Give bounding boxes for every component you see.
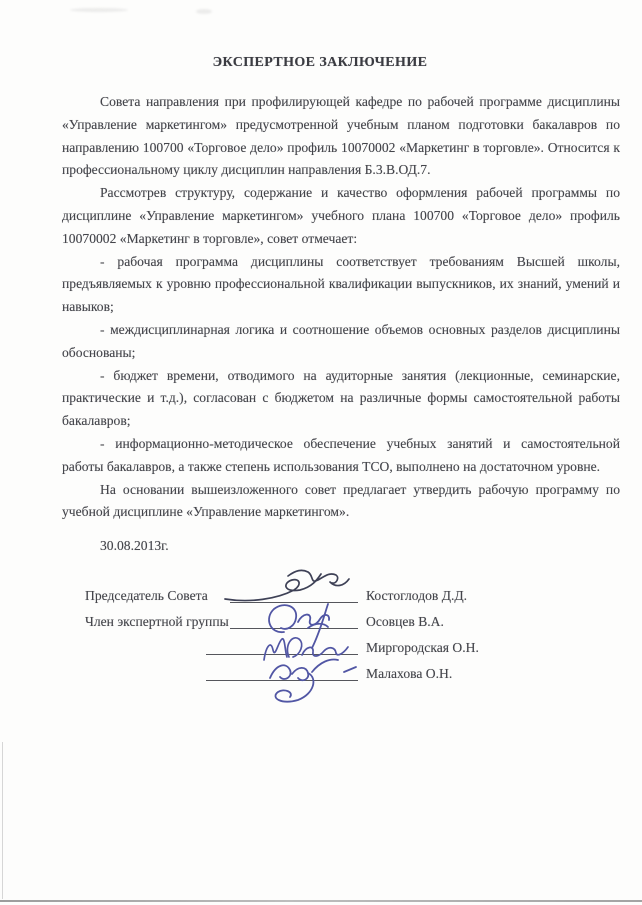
- page-edge-bottom: [0, 900, 642, 902]
- signature-row: [85, 585, 565, 611]
- signature-block: [85, 585, 565, 689]
- signatory-name: Миргородская О.Н.: [366, 640, 479, 655]
- signature-role-label: Член экспертной группы: [85, 614, 229, 629]
- document-title: ЭКСПЕРТНОЕ ЗАКЛЮЧЕНИЕ: [212, 55, 428, 70]
- signature-line: [206, 637, 358, 655]
- signatory-name: Малахова О.Н.: [366, 666, 453, 681]
- signature-role-label: Председатель Совета: [85, 588, 208, 603]
- document-date: 30.08.2013г.: [100, 538, 169, 553]
- page-edge-left: [2, 742, 3, 899]
- paragraph: - междисциплинарная логика и соотношение объемов основных разделов дисциплины обоснованы;: [62, 321, 620, 360]
- paragraph: Совета направления при профилирующей кафедре по рабочей программе дисциплины «Управление маркетингом» предусмотренной учебным планом подготовки бакалавров по направлению 100700 «Торговое дело» профиль 10070002 «Маркетинг в торговле». Относится к профессиональному циклу дисциплин направления Б.3.В.ОД.7.: [62, 94, 620, 178]
- paragraph: Рассмотрев структуру, содержание и качество оформления рабочей программы по дисциплине «Управление маркетингом» учебного плана 100700 «Торговое дело» профиль 10070002 «Маркетинг в торговле», совет отмечает:: [62, 185, 620, 246]
- paragraph: - рабочая программа дисциплины соответствует требованиям Высшей школы, предъявляемых к уровню профессиональной квалификации выпускников, их знаний, умений и навыков;: [62, 253, 620, 315]
- paragraph: - бюджет времени, отводимого на аудиторные занятия (лекционные, семинарские, практические и т.д.), согласован с бюджетом на различные формы самостоятельной работы бакалавров;: [62, 367, 620, 429]
- signature-row: [85, 663, 565, 689]
- signature-row: [85, 637, 565, 663]
- scan-artifact: [70, 8, 128, 12]
- document-body: [62, 91, 620, 524]
- paragraph: На основании вышеизложенного совет предлагает утвердить рабочую программу по учебной дисциплине «Управление маркетингом».: [62, 481, 620, 520]
- scan-artifact: [196, 9, 212, 14]
- signature-line: [206, 663, 358, 681]
- paragraph: - информационно-методическое обеспечение учебных занятий и самостоятельной работы бакалавров, а также степень использования ТСО, выполнено на достаточном уровне.: [62, 435, 620, 474]
- signature-row: [85, 611, 565, 637]
- signature-line: [230, 611, 358, 629]
- signatory-name: Осовцев В.А.: [366, 614, 444, 629]
- signatory-name: Костоглодов Д.Д.: [366, 588, 468, 603]
- signature-line: [230, 585, 358, 603]
